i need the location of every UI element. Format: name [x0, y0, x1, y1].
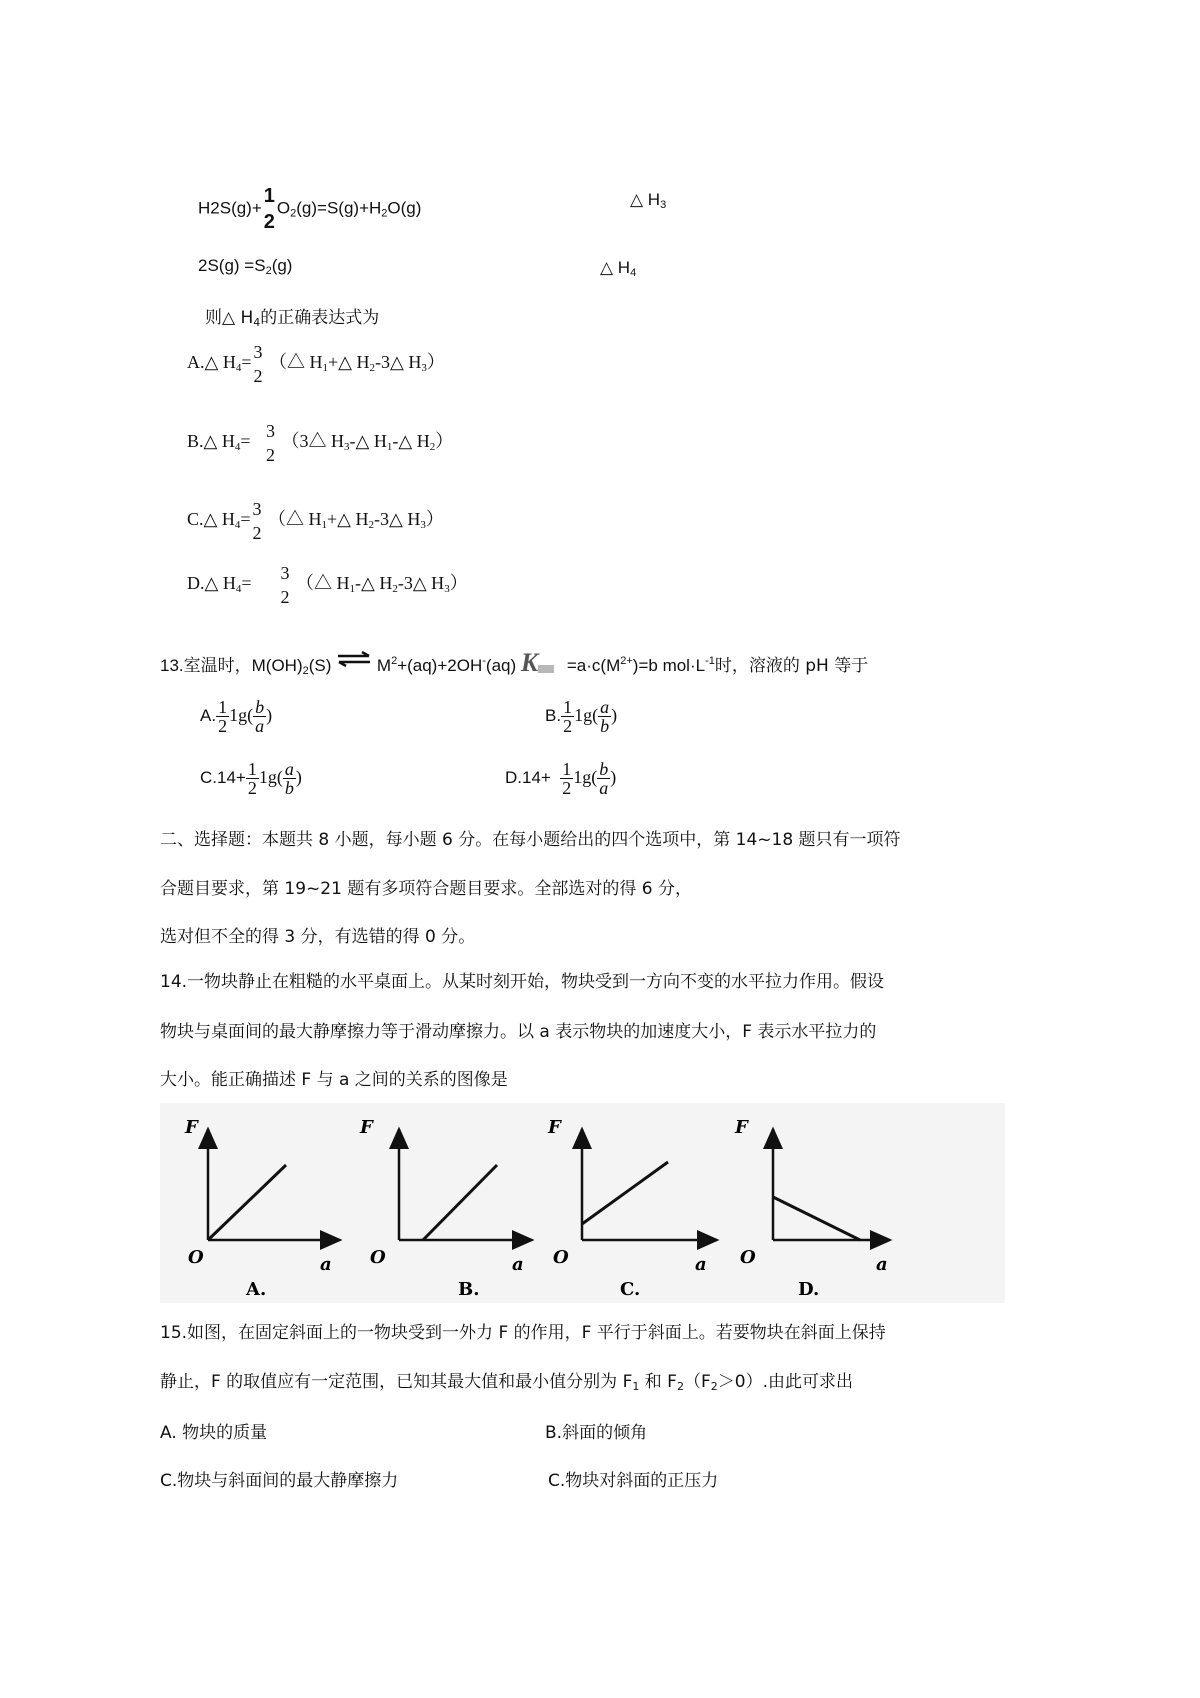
q12-prompt: 则△ $H_4$的正确表达式为 [205, 308, 380, 329]
equation-4: $2S(g) =S_2(g)$ [198, 256, 293, 277]
q14-line-2: 物块与桌面间的最大静摩擦力等于滑动摩擦力。以 a 表示物块的加速度大小，F 表示水平拉力的 [160, 1022, 877, 1042]
x-axis-label: a [320, 1254, 332, 1275]
q12-option-d[interactable]: D.△ $H_4=$ 3 2 （△ $H_1-\triangle$ $H_2-3\triangle$ $H_3$） [187, 563, 468, 607]
graph-caption: D. [798, 1279, 820, 1300]
fraction: 3 2 [252, 499, 262, 543]
q15-line-2: 静止，F 的取值应有一定范围，已知其最大值和最小值分别为 $F_1$ 和 $F_2(F_2>0)$.由此可求出 [160, 1372, 853, 1393]
q15-option-b[interactable]: B.斜面的倾角 [545, 1423, 648, 1443]
q15-option-a[interactable]: A. 物块的质量 [160, 1423, 268, 1443]
fraction: $\frac{b}{a}$ [255, 697, 265, 736]
ksp-symbol: K [521, 648, 567, 678]
y-axis-label: F [360, 1117, 373, 1138]
q13-option-b[interactable]: B. $\frac{1}{2}$ 1g( $\frac{a}{b}$ ) [545, 697, 618, 736]
section-2-line-2: 合题目要求，第 19~21 题有多项符合题目要求。全部选对的得 6 分， [160, 879, 692, 899]
q13-option-d[interactable]: D.14+ $\frac{1}{2}$ 1g( $\frac{b}{a}$ ) [505, 759, 617, 798]
y-axis-label: F [548, 1117, 561, 1138]
fraction: $\frac{a}{b}$ [284, 759, 294, 798]
fraction: $\frac{b}{a}$ [599, 759, 609, 798]
fraction: $\frac{1}{2}$ [247, 759, 257, 798]
q13-option-a[interactable]: A. $\frac{1}{2}$ 1g( $\frac{b}{a}$ ) [200, 697, 273, 736]
x-axis-label: a [695, 1254, 707, 1275]
fraction: 3 2 [253, 342, 263, 386]
fraction: $\frac{a}{b}$ [600, 697, 610, 736]
equation-4-enthalpy: △ $H_4$ [600, 258, 637, 279]
graph-line [582, 1162, 668, 1224]
graph-caption: B. [458, 1279, 480, 1300]
graph-b[interactable] [359, 1117, 532, 1300]
ksp-subscript-smudge [538, 665, 554, 673]
q13-stem: 13.室温时，$M(OH)_2(S)$ $M^2+(aq)+2OH^-(aq)$ $K =a\cdot c(M^{2+})=b$ $mol\cdot L^{-1}$时，溶液的 pH 等于 [160, 648, 869, 677]
graph-line [423, 1165, 497, 1240]
origin-label: O [188, 1247, 204, 1268]
fraction: 3 2 [266, 421, 276, 465]
origin-label: O [370, 1247, 386, 1268]
equation-3-enthalpy: △ $H_3$ [630, 190, 667, 211]
graph-caption: C. [620, 1279, 641, 1300]
x-axis-label: a [512, 1254, 524, 1275]
fraction-half: 1 2 [263, 185, 275, 233]
graph-a[interactable] [184, 1117, 340, 1300]
q12-option-c[interactable]: C.△ $H_4=$ 3 2 （△ $H_1+\triangle$ $H_2-3\triangle$ $H_3$） [187, 499, 444, 543]
q13-option-c[interactable]: C.14+ $\frac{1}{2}$ 1g( $\frac{a}{b}$ ) [200, 759, 302, 798]
q15-line-1: 15.如图，在固定斜面上的一物块受到一外力 F 的作用，F 平行于斜面上。若要物块在斜面上保持 [160, 1323, 886, 1343]
graph-line [208, 1165, 286, 1240]
q14-line-3: 大小。能正确描述 F 与 a 之间的关系的图像是 [160, 1070, 508, 1090]
equation-3: H2S(g)+ 1 2 $O_2(g)=S(g)+H_2O(g)$ [198, 185, 422, 233]
q12-option-a[interactable]: A.△ $H_4=$ 3 2 （△ $H_1+\triangle$ $H_2-3\triangle$ $H_3$） [187, 342, 445, 386]
origin-label: O [553, 1247, 569, 1268]
y-axis-label: F [185, 1117, 198, 1138]
q14-line-1: 14.一物块静止在粗糙的水平桌面上。从某时刻开始，物块受到一方向不变的水平拉力作用。假设 [160, 972, 885, 992]
q15-option-d[interactable]: C.物块对斜面的正压力 [548, 1471, 719, 1491]
equilibrium-arrows-icon [336, 651, 372, 667]
section-2-line-1: 二、选择题：本题共 8 小题，每小题 6 分。在每小题给出的四个选项中，第 14~18 题只有一项符 [160, 830, 901, 850]
graph-d[interactable] [734, 1117, 890, 1300]
q14-graphs-panel [160, 1103, 1005, 1303]
fraction: $\frac{1}{2}$ [218, 697, 228, 736]
q15-option-c[interactable]: C.物块与斜面间的最大静摩擦力 [160, 1471, 399, 1491]
fraction: $\frac{1}{2}$ [562, 759, 572, 798]
y-axis-label: F [735, 1117, 748, 1138]
q12-option-b[interactable]: B.△ $H_4=$ 3 2 （3△ $H_3-\triangle$ $H_1-\triangle$ $H_2$） [187, 421, 454, 465]
fraction: 3 2 [280, 563, 290, 607]
section-2-line-3: 选对但不全的得 3 分，有选错的得 0 分。 [160, 927, 476, 947]
graph-c[interactable] [547, 1117, 717, 1300]
origin-label: O [740, 1247, 756, 1268]
graph-line [773, 1197, 860, 1240]
graph-caption: A. [246, 1279, 267, 1300]
fraction: $\frac{1}{2}$ [563, 697, 573, 736]
x-axis-label: a [876, 1254, 888, 1275]
q14-graphs-svg [160, 1103, 1005, 1303]
